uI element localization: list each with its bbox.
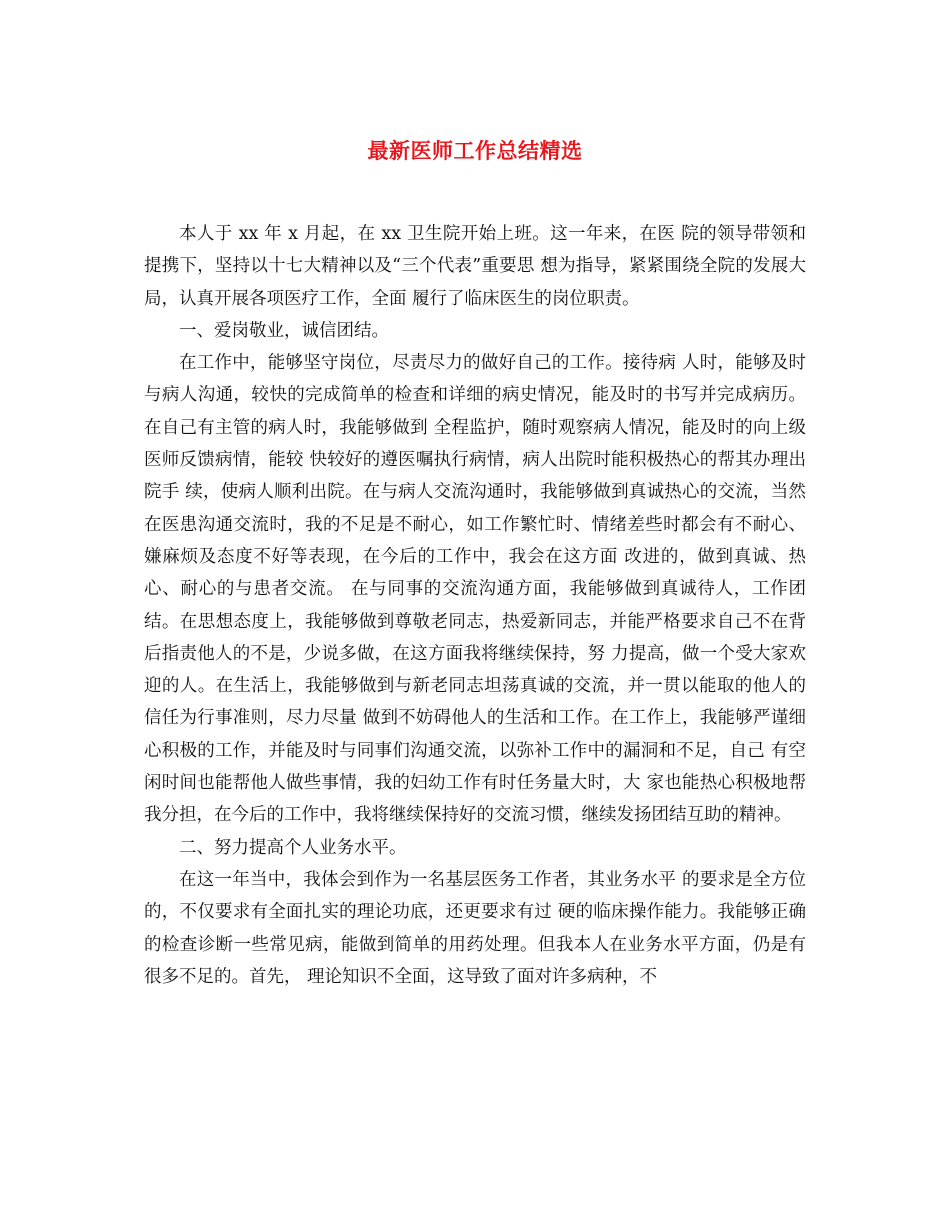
paragraph-section-1: 在工作中，能够坚守岗位，尽责尽力的做好自己的工作。接待病 人时，能够及时与病人沟通，较快的完成简单的检查和详细的病史情况，能及时的书写并完成病历。在自己有主管的病人时，我能够做到 全程监护，随时观察病人情况，能及时的向上级医师反馈病情，能较 快较好的遵医嘱执行病情，病人出院时能积极热心的帮其办理出院手 续，使病人顺利出院。在与病人交流沟通时，我能够做到真诚热心的交流，当然在医患沟通交流时，我的不足是不耐心，如工作繁忙时、情绪差些时都会有不耐心、嫌麻烦及态度不好等表现，在今后的工作中，我会在这方面 改进的，做到真诚、热心、耐心的与患者交流。 在与同事的交流沟通方面，我能够做到真诚待人，工作团结。在思想态度上，我能够做到尊敬老同志，热爱新同志，并能严格要求自己不在背后指责他人的不是，少说多做，在这方面我将继续保持，努 力提高，做一个受大家欢迎的人。在生活上，我能够做到与新老同志坦荡真诚的交流，并一贯以能取的他人的信任为行事准则，尽力尽量 做到不妨碍他人的生活和工作。在工作上，我能够严谨细心积极的工作，并能及时与同事们沟通交流，以弥补工作中的漏洞和不足，自己 有空闲时间也能帮他人做些事情，我的妇幼工作有时任务量大时，大 家也能热心积极地帮我分担，在今后的工作中，我将继续保持好的交流习惯，继续发扬团结互助的精神。: [144, 353, 806, 826]
paragraph-intro: 本人于 xx 年 x 月起，在 xx 卫生院开始上班。这一年来，在医 院的领导带领和提携下，坚持以十七大精神以及“三个代表”重要思 想为指导，紧紧围绕全院的发展大局，认真开展各项医疗工作，全面 履行了临床医生的岗位职责。: [144, 224, 806, 309]
section-heading-2: 二、努力提高个人业务水平。: [179, 837, 407, 858]
section-heading-1: 一、爱岗敬业，诚信团结。: [179, 320, 389, 341]
paragraph-section-2: 在这一年当中，我体会到作为一名基层医务工作者，其业务水平 的要求是全方位的，不仅要求有全面扎实的理论功底，还更要求有过 硬的临床操作能力。我能够正确的检查诊断一些常见病，能做到简单的用药处理。但我本人在业务水平方面，仍是有很多不足的。首先， 理论知识不全面，这导致了面对许多病种，不: [144, 869, 806, 987]
document-body: [144, 218, 806, 993]
document-title: 最新医师工作总结精选: [367, 138, 583, 163]
